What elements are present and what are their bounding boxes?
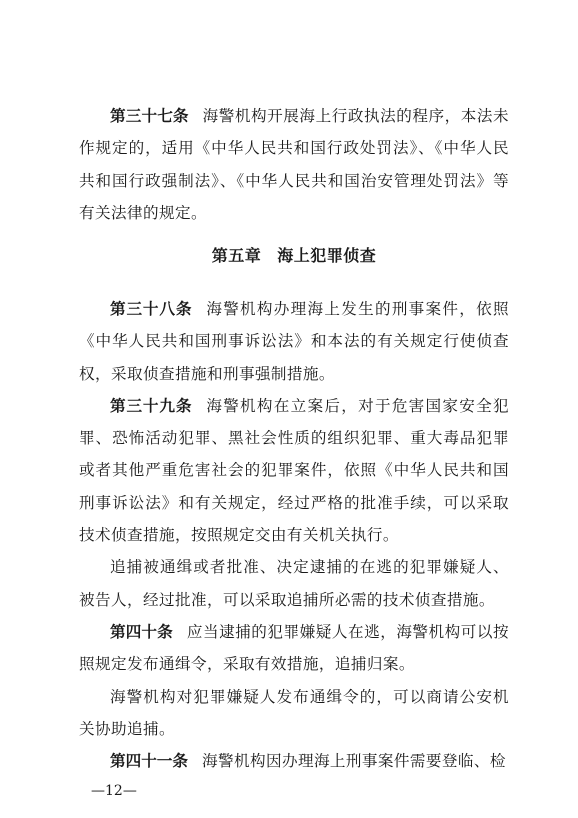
article-40-paragraph — [79, 616, 509, 681]
article-38-paragraph — [79, 293, 509, 390]
article-37-text: 海警机构开展海上行政执法的程序，本法未作规定的，适用《中华人民共和国行政处罚法》、《中华人民共和国行政强制法》、《中华人民共和国治安管理处罚法》等有关法律的规定。 — [79, 107, 509, 222]
article-39-paragraph — [79, 390, 509, 551]
article-41-number: 第四十一条 — [110, 752, 188, 771]
article-37-block — [79, 100, 509, 229]
article-38-text: 海警机构办理海上发生的刑事案件，依照《中华人民共和国刑事诉讼法》和本法的有关规定行使侦查权，采取侦查措施和刑事强制措施。 — [79, 300, 509, 383]
article-40-paragraph-2: 海警机构对犯罪嫌疑人发布通缉令的，可以商请公安机关协助追捕。 — [79, 687, 509, 738]
article-39-number: 第三十九条 — [110, 396, 193, 415]
chapter-heading — [79, 243, 509, 266]
article-39-paragraph-2: 追捕被通缉或者批准、决定逮捕的在逃的犯罪嫌疑人、被告人，经过批准，可以采取追捕所必需的技术侦查措施。 — [79, 558, 509, 609]
chapter-title: 海上犯罪侦查 — [277, 246, 377, 265]
article-40-text: 应当逮捕的犯罪嫌疑人在逃，海警机构可以按照规定发布通缉令，采取有效措施，追捕归案。 — [79, 622, 509, 674]
article-41-paragraph — [79, 745, 509, 777]
chapter-number: 第五章 — [211, 246, 262, 265]
article-38-number: 第三十八条 — [110, 300, 193, 318]
article-37-number: 第三十七条 — [110, 107, 189, 125]
article-37-paragraph — [79, 100, 509, 229]
chapter-body — [79, 293, 509, 777]
article-40-number: 第四十条 — [110, 622, 173, 641]
article-41-text: 海警机构因办理海上刑事案件需要登临、检 — [201, 752, 506, 771]
page-number: —12— — [91, 783, 137, 799]
article-39-text: 海警机构在立案后，对于危害国家安全犯罪、恐怖活动犯罪、黑社会性质的组织犯罪、重大毒品犯罪或者其他严重危害社会的犯罪案件，依照《中华人民共和国刑事诉讼法》和有关规定，经过严格的批准手续，可以采取技术侦查措施，按照规定交由有关机关执行。 — [79, 396, 509, 545]
